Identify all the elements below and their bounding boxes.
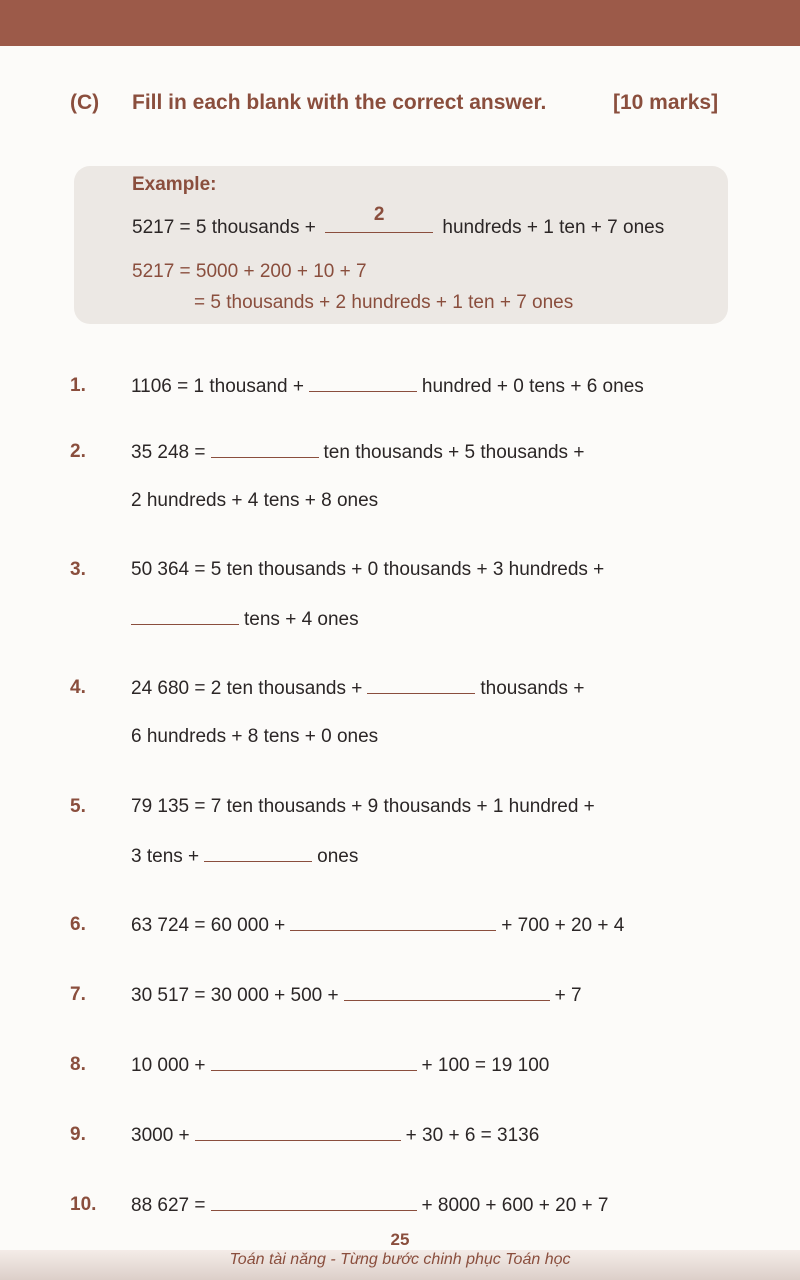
example-line-post: hundreds + 1 ten + 7 ones — [442, 217, 665, 238]
question-number: 4. — [70, 677, 86, 698]
question-line — [126, 608, 359, 631]
question-text: + 8000 + 600 + 20 + 7 — [421, 1195, 609, 1216]
section-header — [0, 91, 800, 121]
example-working-2: = 5 thousands + 2 hundreds + 1 ten + 7 ones — [194, 292, 574, 313]
answer-blank[interactable] — [344, 984, 550, 1001]
question-line — [131, 984, 582, 1007]
question-text: 30 517 = 30 000 + 500 + — [131, 985, 339, 1006]
question-line: 2 hundreds + 4 tens + 8 ones — [131, 490, 379, 511]
question-text: 10 000 + — [131, 1055, 206, 1076]
question-line — [131, 914, 624, 937]
question-text: + 700 + 20 + 4 — [501, 915, 625, 936]
example-line — [132, 204, 665, 239]
question-text: 3 tens + — [131, 846, 200, 867]
example-answer: 2 — [373, 204, 385, 225]
answer-blank[interactable] — [309, 375, 417, 392]
question-line — [131, 1194, 609, 1217]
question-line — [131, 1054, 549, 1077]
top-color-band — [0, 0, 800, 46]
question-text: ones — [317, 846, 359, 867]
answer-blank[interactable] — [211, 1054, 417, 1071]
question-text: + 30 + 6 = 3136 — [405, 1125, 540, 1146]
question-text: tens + 4 ones — [244, 609, 359, 630]
question-text: 35 248 = — [131, 442, 206, 463]
question-line — [131, 441, 584, 464]
question-line — [131, 375, 644, 398]
answer-blank[interactable] — [211, 441, 319, 458]
question-text: 24 680 = 2 ten thousands + — [131, 678, 363, 699]
question-line — [131, 677, 584, 700]
book-title: Toán tài năng - Từng bước chinh phục Toán học — [229, 1251, 571, 1268]
question-number: 5. — [70, 796, 86, 817]
question-number: 7. — [70, 984, 86, 1005]
question-number: 6. — [70, 914, 86, 935]
answer-blank[interactable] — [211, 1194, 417, 1211]
answer-blank[interactable] — [367, 677, 475, 694]
question-line: 6 hundreds + 8 tens + 0 ones — [131, 726, 379, 747]
answer-blank[interactable] — [204, 845, 312, 862]
example-answer-blank — [325, 204, 433, 233]
example-working-1: 5217 = 5000 + 200 + 10 + 7 — [132, 261, 367, 282]
example-box — [74, 166, 728, 324]
question-number: 8. — [70, 1054, 86, 1075]
example-title: Example: — [132, 174, 217, 195]
question-text: 3000 + — [131, 1125, 190, 1146]
answer-blank[interactable] — [131, 608, 239, 625]
page-number: 25 — [390, 1230, 410, 1249]
question-text: + 100 = 19 100 — [421, 1055, 550, 1076]
example-line-pre: 5217 = 5 thousands + — [132, 217, 316, 238]
question-number: 10. — [70, 1194, 97, 1215]
question-text: 88 627 = — [131, 1195, 206, 1216]
question-line — [131, 845, 358, 868]
question-text: + 7 — [554, 985, 582, 1006]
question-line: 50 364 = 5 ten thousands + 0 thousands + 3 hundreds + — [131, 559, 605, 580]
section-letter: (C) — [70, 91, 100, 114]
question-line — [131, 1124, 539, 1147]
answer-blank[interactable] — [290, 914, 496, 931]
question-number: 3. — [70, 559, 86, 580]
question-text: hundred + 0 tens + 6 ones — [421, 376, 644, 397]
question-text: 1106 = 1 thousand + — [131, 376, 304, 397]
question-text: 63 724 = 60 000 + — [131, 915, 286, 936]
section-instruction: Fill in each blank with the correct answer. — [132, 91, 547, 114]
question-text: ten thousands + 5 thousands + — [323, 442, 585, 463]
question-number: 1. — [70, 375, 86, 396]
answer-blank[interactable] — [195, 1124, 401, 1141]
question-number: 2. — [70, 441, 86, 462]
question-number: 9. — [70, 1124, 86, 1145]
question-line: 79 135 = 7 ten thousands + 9 thousands + 1 hundred + — [131, 796, 595, 817]
question-text: thousands + — [480, 678, 585, 699]
section-marks: [10 marks] — [613, 91, 719, 114]
